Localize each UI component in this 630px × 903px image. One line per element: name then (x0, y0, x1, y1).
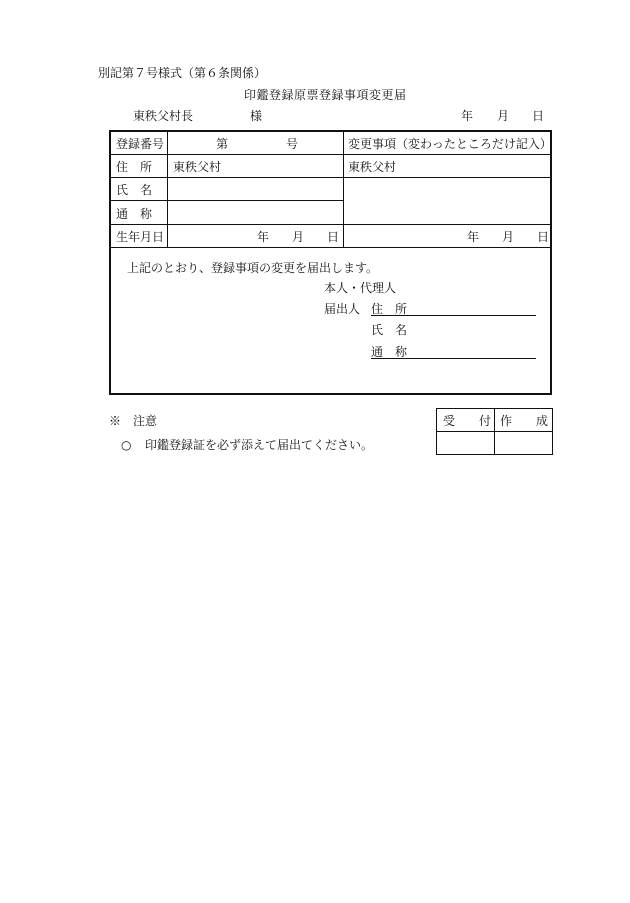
address-label: 住 所 (116, 160, 153, 174)
form-title: 印鑑登録原票登録事項変更届 (244, 88, 407, 102)
birth-date-label: 生年月日 (116, 230, 165, 244)
notes-title: ※ 注意 (109, 414, 158, 428)
honorific: 様 (250, 109, 263, 123)
notes-item: 印鑑登録証を必ず添えて届出てください。 (145, 438, 374, 452)
applicant-address-line (371, 315, 536, 316)
applicant-alias-line (371, 358, 536, 359)
change-form-table (109, 130, 552, 395)
reg-no-suffix: 号 (286, 137, 299, 151)
change-month: 月 (502, 230, 515, 244)
header-date-year: 年 (461, 109, 474, 123)
alias-label: 通 称 (116, 207, 153, 221)
applicant-name-label: 氏 名 (371, 323, 408, 337)
office-stamp-table (436, 408, 553, 455)
header-date-day: 日 (532, 109, 545, 123)
form-reference: 別記第７号様式（第６条関係） (98, 66, 267, 80)
birth-month: 月 (292, 230, 305, 244)
change-items-header: 変更事項（変わったところだけ記入） (348, 137, 552, 151)
applicant-alias-label: 通 称 (371, 345, 408, 359)
reg-no-label: 登録番号 (116, 137, 165, 151)
applicant-address-label: 住 所 (371, 302, 408, 316)
declaration-statement: 上記のとおり、登録事項の変更を届出します。 (127, 261, 379, 275)
change-day: 日 (537, 230, 550, 244)
change-address-value: 東秩父村 (348, 160, 397, 174)
created-label: 作 成 (500, 414, 549, 428)
name-label: 氏 名 (116, 183, 153, 197)
notes-bullet: ○ (121, 438, 132, 452)
change-year: 年 (467, 230, 480, 244)
birth-day: 日 (327, 230, 340, 244)
addressee: 東秩父村長 (133, 109, 194, 123)
birth-year: 年 (257, 230, 270, 244)
reg-no-prefix: 第 (216, 137, 229, 151)
applicant-type: 本人・代理人 (324, 281, 397, 295)
applicant-label: 届出人 (324, 302, 361, 316)
received-label: 受 付 (443, 414, 492, 428)
header-date-month: 月 (497, 109, 510, 123)
address-value: 東秩父村 (173, 160, 222, 174)
